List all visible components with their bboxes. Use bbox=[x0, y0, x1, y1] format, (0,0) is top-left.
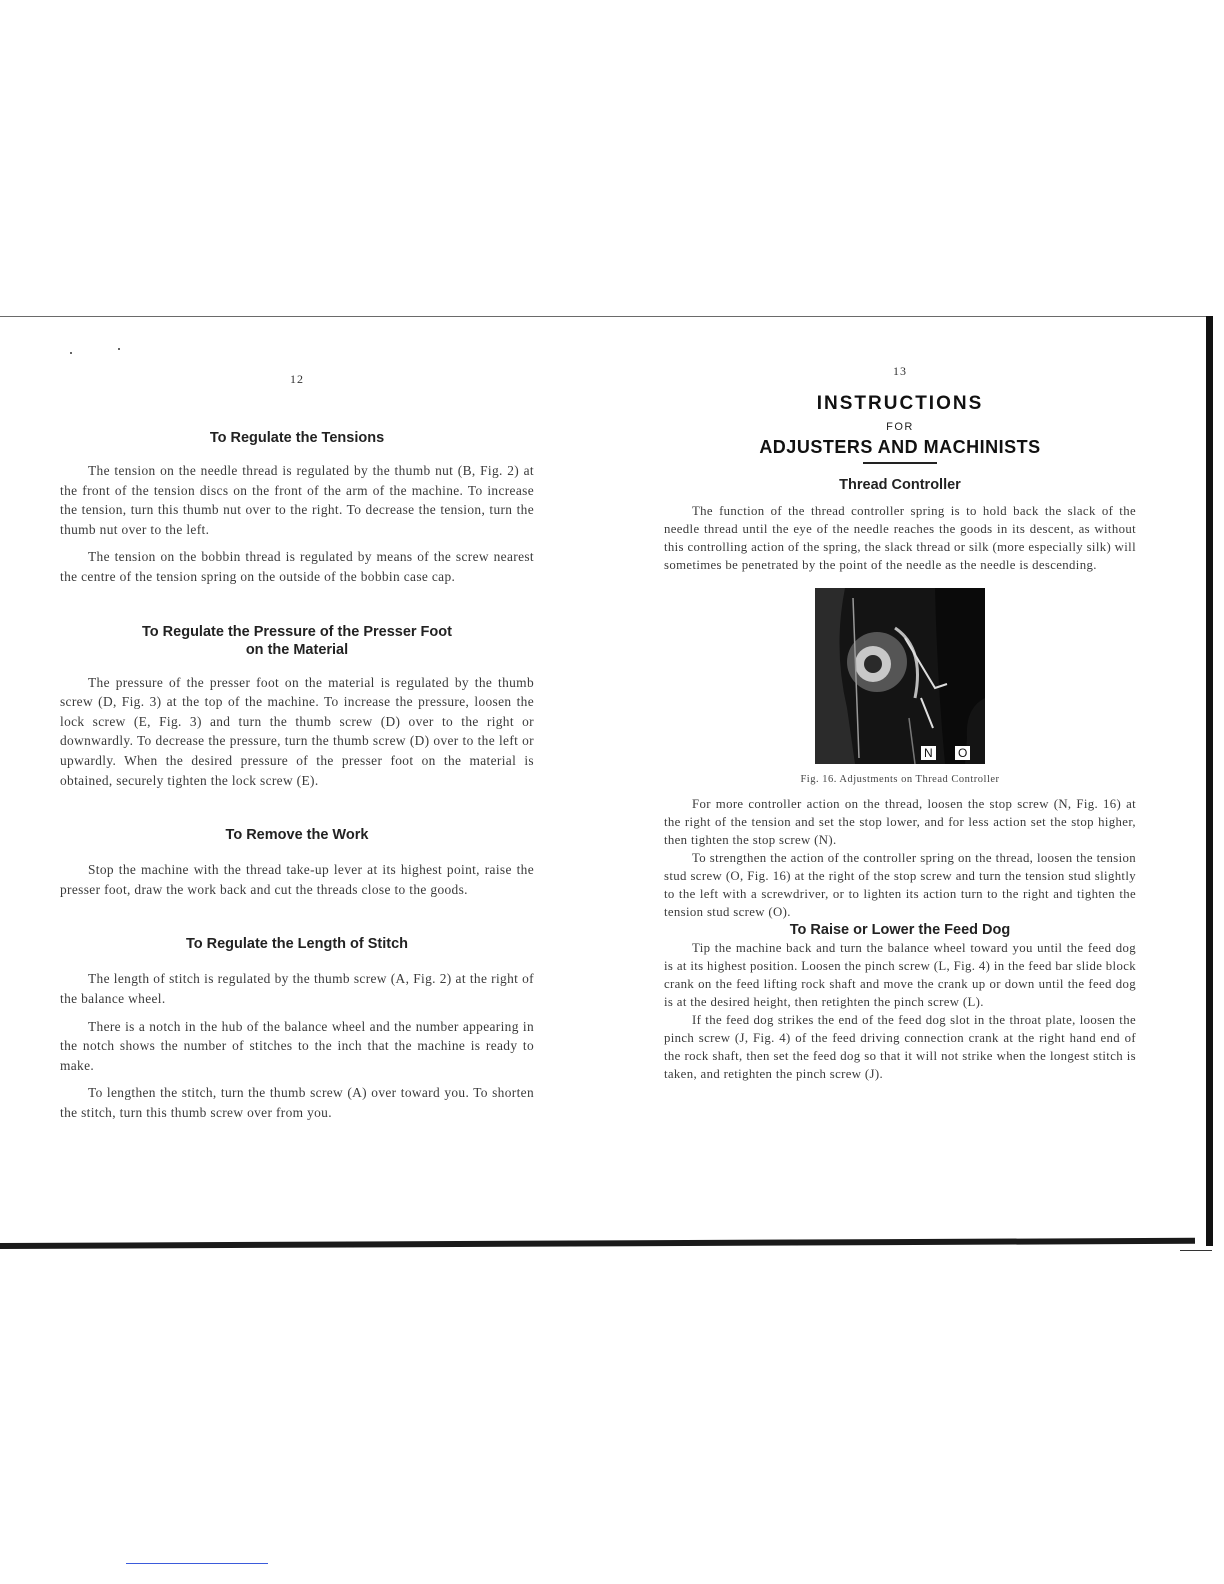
section-heading: To Remove the Work bbox=[225, 827, 369, 844]
body-paragraph: Tip the machine back and turn the balance wheel toward you until the feed dog is at its highest position. Loosen the pinch screw (L, Fig. 4) in the feed bar slide block crank on the feed lifting rock shaft and move the crank up or down until the feed dog is at the desired height, then retighten the pinch screw (L). bbox=[664, 941, 1136, 1009]
blue-underline-rule bbox=[126, 1563, 268, 1564]
page-number: 12 bbox=[290, 372, 304, 386]
scan-bottom-edge-tail bbox=[1180, 1250, 1212, 1251]
body-paragraph: To strengthen the action of the controller spring on the thread, loosen the tension stud screw (O, Fig. 16) at the right of the stop screw and turn the tension stud slightly to the left with a screwdriver, or to lighten its action turn to the right and tighten the tension stud screw (O). bbox=[664, 851, 1136, 919]
figure-label-o: O bbox=[955, 746, 970, 760]
title-connector: FOR bbox=[886, 421, 914, 433]
section-heading: To Raise or Lower the Feed Dog bbox=[789, 922, 1011, 938]
body-paragraph: The pressure of the presser foot on the material is regulated by the thumb screw (D, Fig. 3) at the top of the machine. To increase the pressure, loosen the lock screw (E, Fig. 3) and turn the thumb screw (D) over to the right or downwardly. To decrease the pressure, turn the thumb screw (D) over to the left or upwardly. When the desired pressure of the presser foot on the material is obtained, securely tighten the lock screw (E). bbox=[60, 674, 534, 788]
body-paragraph: The tension on the bobbin thread is regulated by means of the screw nearest the centre of the tension spring on the outside of the bobbin case cap. bbox=[60, 549, 534, 584]
body-paragraph: For more controller action on the thread, loosen the stop screw (N, Fig. 16) at the right of the tension and set the stop lower, and for less action set the stop higher, then tighten the stop screw (N). bbox=[664, 797, 1136, 847]
dust-speck bbox=[118, 348, 120, 350]
section-heading: Thread Controller bbox=[839, 477, 961, 493]
dust-speck bbox=[70, 352, 72, 354]
section-heading: To Regulate the Length of Stitch bbox=[185, 936, 409, 953]
page-number: 13 bbox=[893, 364, 907, 378]
document-title: INSTRUCTIONS bbox=[816, 393, 984, 414]
body-paragraph: Stop the machine with the thread take-up lever at its highest point, raise the presser foot, draw the work back and cut the threads close to the goods. bbox=[60, 862, 534, 897]
body-paragraph: The function of the thread controller spring is to hold back the slack of the needle thread until the eye of the needle reaches the goods in its descent, as without this controlling action of the spring, the slack thread or silk (more especially silk) will sometimes be penetrated by the point of the needle as the needle is descending. bbox=[664, 504, 1136, 572]
scan-right-edge bbox=[1206, 316, 1213, 1246]
body-paragraph: The tension on the needle thread is regulated by the thumb nut (B, Fig. 2) at the front of the tension discs on the front of the arm of the machine. To increase the tension, turn this thumb nut over to the right. To decrease the tension, turn the thumb nut over to the left. bbox=[60, 463, 534, 537]
body-paragraph: There is a notch in the hub of the balance wheel and the number appearing in the notch shows the number of stitches to the inch that the machine is ready to make. bbox=[60, 1018, 534, 1073]
figure-label-n: N bbox=[921, 746, 936, 760]
section-heading: To Regulate the Tensions bbox=[209, 430, 385, 446]
thread-controller-photo bbox=[815, 588, 985, 764]
body-paragraph: The length of stitch is regulated by the thumb screw (A, Fig. 2) at the right of the balance wheel. bbox=[60, 971, 534, 1006]
scan-top-edge bbox=[0, 316, 1208, 317]
scan-bottom-edge bbox=[0, 1238, 1195, 1249]
machine-illustration bbox=[815, 588, 985, 764]
body-paragraph: To lengthen the stitch, turn the thumb screw (A) over toward you. To shorten the stitch, turn this thumb screw over from you. bbox=[60, 1085, 534, 1120]
figure-caption: Fig. 16. Adjustments on Thread Controller bbox=[800, 774, 1000, 785]
left-page bbox=[60, 372, 534, 1122]
section-heading: To Regulate the Pressure of the Presser Foot bbox=[142, 623, 452, 640]
body-paragraph: If the feed dog strikes the end of the feed dog slot in the throat plate, loosen the pinch screw (J, Fig. 4) of the feed driving connection crank at the right hand end of the rock shaft, then set the feed dog so that it will not strike when the longest stitch is taken, and retighten the pinch screw (J). bbox=[664, 1013, 1136, 1081]
section-heading: on the Material bbox=[245, 641, 349, 658]
document-subtitle: ADJUSTERS AND MACHINISTS bbox=[759, 437, 1041, 457]
right-page bbox=[664, 364, 1136, 1083]
